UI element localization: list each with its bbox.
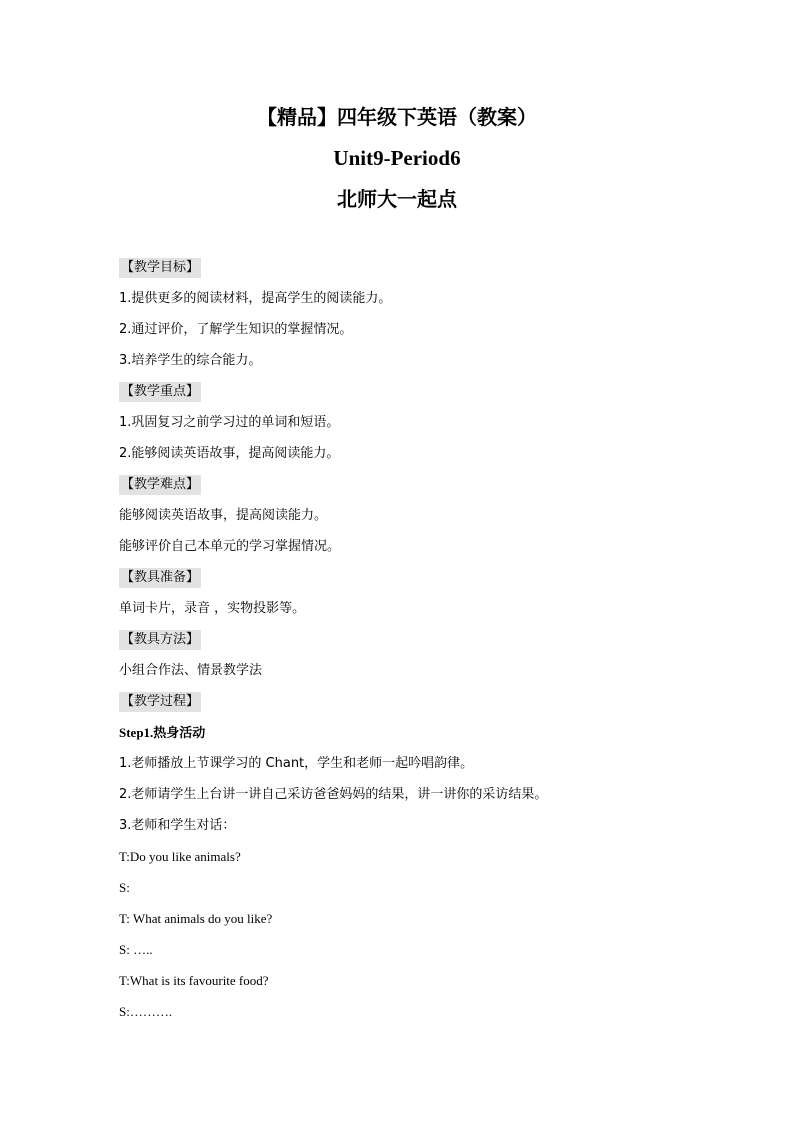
dialogue-line: T: What animals do you like?	[119, 911, 273, 926]
body-text: 2.老师请学生上台讲一讲自己采访爸爸妈妈的结果，讲一讲你的采访结果。	[119, 787, 548, 802]
dialogue-line: T:What is its favourite food?	[119, 973, 269, 988]
document-title: 【精品】四年级下英语（教案）	[257, 105, 537, 129]
publisher-title: 北师大一起点	[337, 187, 457, 211]
section-heading	[119, 257, 699, 288]
section-heading	[119, 691, 699, 722]
body-text: 小组合作法、情景教学法	[119, 663, 263, 678]
body-text: 3.老师和学生对话：	[119, 818, 236, 833]
section-heading-label: 【教学难点】	[119, 475, 201, 495]
section-heading	[119, 567, 699, 598]
body-text: 能够阅读英语故事，提高阅读能力。	[119, 508, 328, 523]
dialogue-line: S:	[119, 880, 130, 895]
section-heading-label: 【教学目标】	[119, 258, 201, 278]
document-body	[119, 257, 699, 1032]
section-heading-label: 【教学重点】	[119, 382, 201, 402]
body-text: 1.提供更多的阅读材料，提高学生的阅读能力。	[119, 291, 392, 306]
dialogue-line: T:Do you like animals?	[119, 849, 241, 864]
body-text: 2.能够阅读英语故事，提高阅读能力。	[119, 446, 340, 461]
section-heading	[119, 474, 699, 505]
section-heading	[119, 381, 699, 412]
section-heading-label: 【教学过程】	[119, 692, 201, 712]
body-text: 2.通过评价，了解学生知识的掌握情况。	[119, 322, 353, 337]
body-text: 1.巩固复习之前学习过的单词和短语。	[119, 415, 340, 430]
section-heading-label: 【教具准备】	[119, 568, 201, 588]
dialogue-line: S: …..	[119, 942, 153, 957]
body-text: 能够评价自己本单元的学习掌握情况。	[119, 539, 341, 554]
body-text: 1.老师播放上节课学习的 Chant，学生和老师一起吟唱韵律。	[119, 756, 474, 771]
section-heading	[119, 629, 699, 660]
dialogue-line: S:……….	[119, 1004, 173, 1019]
body-text: 单词卡片，录音 ，实物投影等。	[119, 601, 306, 616]
unit-title: Unit9-Period6	[333, 146, 461, 170]
body-text: 3.培养学生的综合能力。	[119, 353, 262, 368]
section-heading-label: 【教具方法】	[119, 630, 201, 650]
step-heading: Step1.热身活动	[119, 725, 206, 740]
